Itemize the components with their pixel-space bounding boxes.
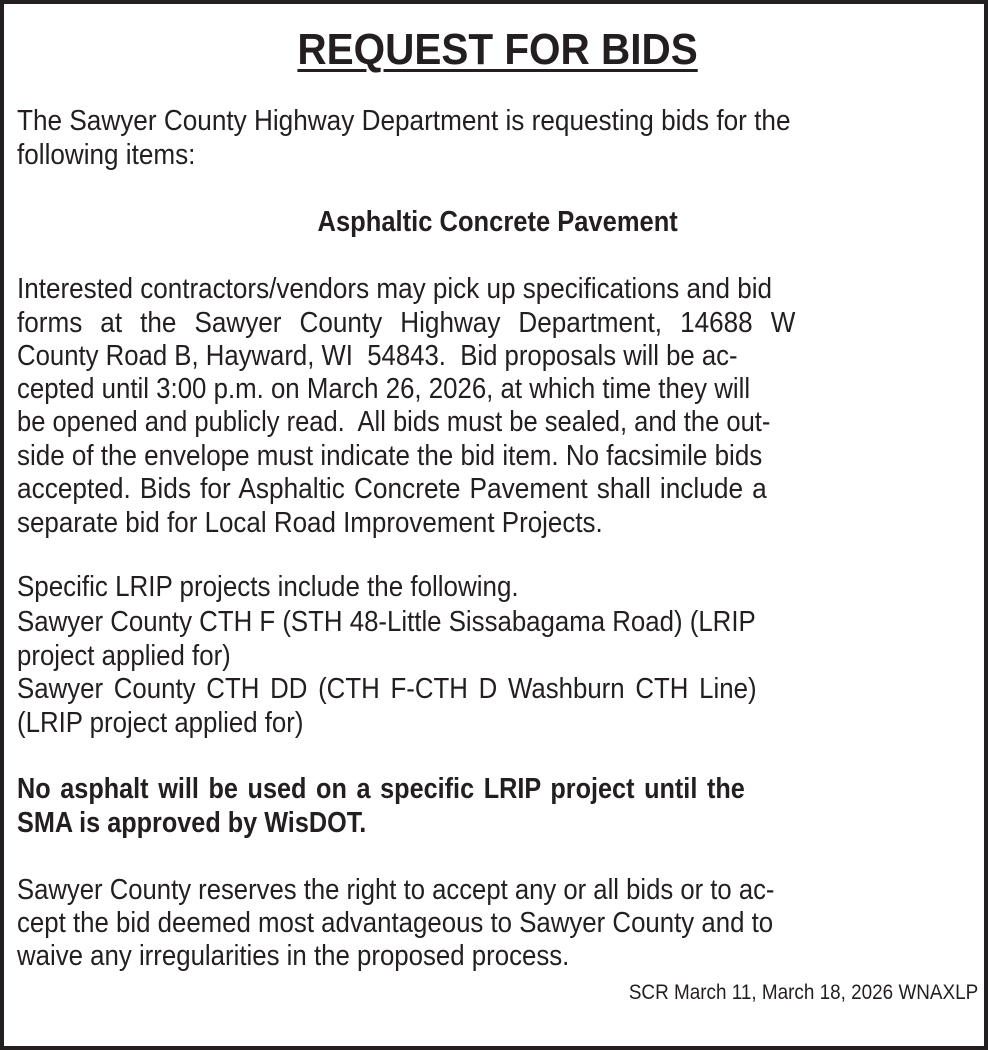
body-line	[17, 306, 978, 340]
reservation-line	[17, 939, 978, 973]
projects-line-text: Specific LRIP projects include the following.	[17, 571, 519, 603]
projects-line-text: Sawyer County CTH F (STH 48-Little Sissabagama Road) (LRIP	[17, 606, 756, 638]
reservation-line	[17, 873, 978, 907]
reservation-line-text: waive any irregularities in the proposed process.	[17, 940, 570, 972]
body-line-text: cepted until 3:00 p.m. on March 26, 2026, at which time they will	[17, 373, 751, 405]
projects-line	[17, 605, 978, 639]
body-line	[17, 339, 978, 373]
body-line	[17, 439, 978, 473]
body-line	[17, 405, 978, 439]
body-line-text: forms at the Sawyer County Highway Department, 14688 W	[17, 307, 796, 339]
projects-line	[17, 706, 978, 740]
reservation-line	[17, 906, 978, 940]
item-heading-text: Asphaltic Concrete Pavement	[317, 206, 678, 238]
body-line	[17, 272, 978, 306]
body-line-text: side of the envelope must indicate the bid item. No facsimile bids	[17, 440, 763, 472]
warning-line-text: SMA is approved by WisDOT.	[17, 807, 367, 839]
warning-line	[17, 772, 978, 806]
projects-line	[17, 639, 978, 673]
notice-title	[17, 24, 978, 76]
body-line	[17, 472, 978, 506]
body-line	[17, 372, 978, 406]
item-heading	[17, 205, 978, 239]
body-line-text: Interested contractors/vendors may pick up specifications and bid	[17, 273, 773, 305]
reservation-line-text: Sawyer County reserves the right to accept any or all bids or to ac-	[17, 874, 775, 906]
projects-line	[17, 570, 978, 604]
body-line	[17, 506, 978, 540]
projects-line	[17, 672, 978, 706]
intro-line-text: The Sawyer County Highway Department is requesting bids for the	[17, 105, 791, 137]
intro-line	[17, 138, 978, 172]
warning-line	[17, 806, 978, 840]
notice-title-text: REQUEST FOR BIDS	[297, 25, 698, 74]
projects-line-text: project applied for)	[17, 640, 231, 672]
body-line-text: be opened and publicly read. All bids must be sealed, and the out-	[17, 406, 771, 438]
publication-footer-text: SCR March 11, March 18, 2026 WNAXLP	[628, 981, 978, 1004]
publication-footer	[17, 980, 978, 1006]
projects-line-text: Sawyer County CTH DD (CTH F-CTH D Washburn CTH Line)	[17, 673, 757, 705]
body-line-text: accepted. Bids for Asphaltic Concrete Pavement shall include a	[17, 473, 767, 505]
body-line-text: County Road B, Hayward, WI 54843. Bid proposals will be ac-	[17, 340, 738, 372]
warning-line-text: No asphalt will be used on a specific LRIP project until the	[17, 773, 745, 805]
reservation-line-text: cept the bid deemed most advantageous to Sawyer County and to	[17, 907, 774, 939]
projects-line-text: (LRIP project applied for)	[17, 707, 304, 739]
intro-line-text: following items:	[17, 139, 196, 171]
intro-line	[17, 104, 978, 138]
body-line-text: separate bid for Local Road Improvement Projects.	[17, 507, 603, 539]
